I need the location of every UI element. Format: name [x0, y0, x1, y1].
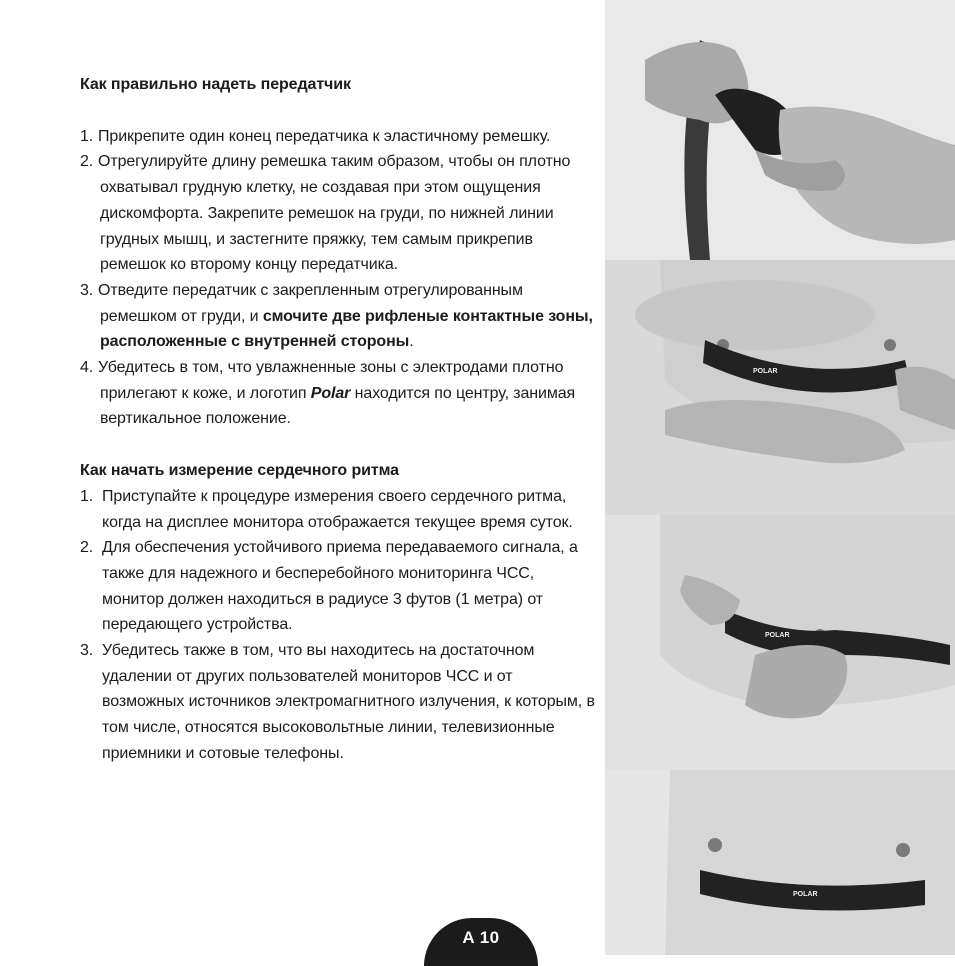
list-item: 3. Убедитесь также в том, что вы находитесь на достаточном удалении от других пользователей мониторов ЧСС и от возможных источников электромагнитного излучения, к которым, в том числе, относятся высоковольтные линии, телевизионные приемники и сотовые телефоны. [80, 642, 595, 762]
list-item: 4. Убедитесь в том, что увлажненные зоны с электродами плотно прилегают к коже, и логотип Polar находится по центру, занимая вертикальное положение. [80, 359, 576, 428]
strap-logo: POLAR [753, 368, 778, 375]
text-column [80, 72, 595, 767]
page-number: A 10 [462, 928, 500, 947]
list-item: 1. Прикрепите один конец передатчика к эластичному ремешку. [80, 127, 551, 145]
bold-emphasis: смочите две рифленые контактные зоны, расположенные с внутренней стороны [100, 307, 593, 351]
list-item: 1. Приступайте к процедуре измерения своего сердечного ритма, когда на дисплее монитора отображается текущее время суток. [80, 487, 573, 531]
list-item: 3. Отведите передатчик с закрепленным отрегулированным ремешком от груди, и смочите две рифленые контактные зоны, расположенные с внутренней стороны. [80, 281, 593, 351]
wet-electrodes-photo [605, 515, 955, 770]
brand-name: Polar [310, 384, 351, 402]
section-heading-start-measurement: Как начать измерение сердечного ритма [80, 462, 399, 480]
strap-worn-photo [605, 770, 955, 955]
chest-strap-buckle-photo [605, 260, 955, 515]
wearing-instructions-list [80, 124, 595, 432]
section-heading-wearing-transmitter: Как правильно надеть передатчик [80, 76, 351, 93]
strap-logo: POLAR [765, 632, 790, 639]
list-item: 2. Для обеспечения устойчивого приема передаваемого сигнала, а также для надежного и бесперебойного мониторинга ЧСС, монитор должен находиться в радиусе 3 футов (1 метра) от передающего устройства. [80, 539, 578, 634]
list-item: 2. Отрегулируйте длину ремешка таким образом, чтобы он плотно охватывал грудную клетку, не создавая при этом ощущения дискомфорта. Закрепите ремешок на груди, по нижней линии грудных мышц, и застегните пряжку, тем самым прикрепив ремешок ко второму концу передатчика. [80, 153, 571, 274]
measurement-instructions-list [80, 484, 595, 767]
attach-strap-photo [605, 0, 955, 260]
strap-logo: POLAR [793, 891, 818, 898]
photo-column [605, 0, 955, 955]
